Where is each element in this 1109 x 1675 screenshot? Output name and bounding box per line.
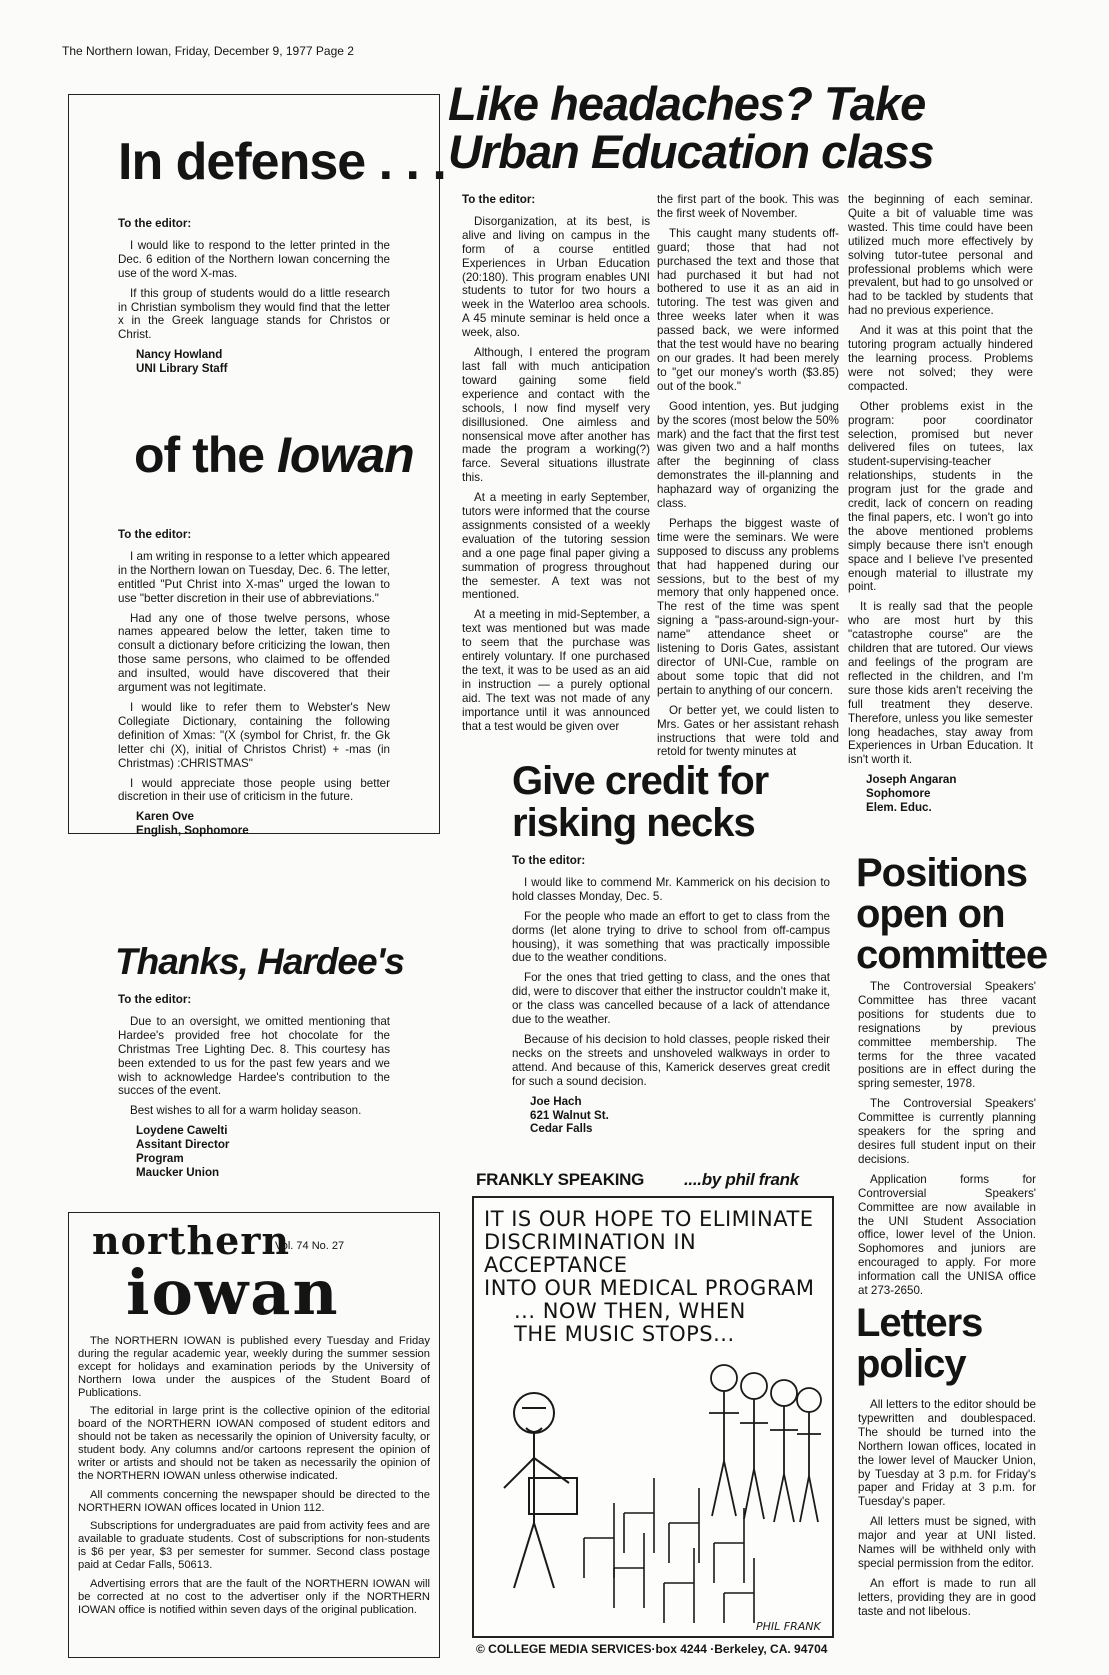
- headaches-column-1: [462, 193, 650, 740]
- signature-title: Sophomore: [866, 787, 931, 801]
- credit-signature: [530, 1095, 830, 1137]
- headaches-paragraph: the beginning of each seminar. Quite a bit of valuable time was wasted. This time could have been utilized much more effectively by solving tutor-tutee personal and professional problems which were prevalent, but had to go unsolved or had to be tackled by students that had no previous experience.: [848, 193, 1033, 318]
- hardees-headline: Thanks, Hardee's: [115, 941, 404, 982]
- positions-article: [858, 980, 1036, 1304]
- hardees-salutation: To the editor:: [118, 993, 192, 1006]
- cartoon-drawing: [474, 1338, 832, 1638]
- headline-plain: of the: [134, 427, 277, 483]
- credit-paragraph: Because of his decision to hold classes, people risked their necks on the streets and unshoveled walkways in order to attend. And because of this, Kamerick deserves great credit for such a sound decision.: [512, 1032, 830, 1088]
- defense-paragraph: If this group of students would do a little research in Christian symbolism they would find that the letter x in the Greek language stands for Christos or Christ.: [118, 286, 390, 342]
- signature-title: 621 Walnut St.: [530, 1108, 609, 1122]
- credit-paragraph: For the people who made an effort to get to class from the dorms (let alone trying to drive to school from off-campus housing), it was something that was practically impossible due to the weather conditions.: [512, 909, 830, 965]
- of-iowan-paragraph: I would appreciate those people using better discretion in their use of criticism in the future.: [118, 776, 390, 804]
- masthead-statement: [78, 1335, 430, 1623]
- letters-policy-paragraph: An effort is made to run all letters, providing they are in good taste and not libelous.: [858, 1576, 1036, 1618]
- defense-signature: [136, 348, 390, 376]
- of-iowan-letter: [118, 528, 390, 838]
- headaches-paragraph: the first part of the book. This was the first week of November.: [657, 193, 839, 220]
- masthead-paragraph: Subscriptions for undergraduates are paid from activity fees and are available to graduate students. Cost of subscriptions for non-students is $6 per year, $3 per semester for summer. Second class postage paid at Cedar Falls, 50613.: [78, 1520, 430, 1571]
- cartoon-caption: [484, 1208, 824, 1347]
- letters-policy-article: [858, 1398, 1036, 1625]
- headaches-paragraph: Or better yet, we could listen to Mrs. Gates or her assistant rehash instructions that were told and retold for twenty minutes at: [657, 703, 839, 759]
- signature-name: Loydene Cawelti: [136, 1124, 228, 1138]
- signature-title: Program: [136, 1152, 184, 1166]
- of-iowan-paragraph: Had any one of those twelve persons, whose names appeared below the letter, taken time to consult a dictionary before criticizing the Iowan, then those same persons, who claimed to be offended and insulted, would have discovered that their argument was not legitimate.: [118, 611, 390, 695]
- credit-letter: [512, 854, 830, 1136]
- cartoon-signature: PHIL FRANK: [756, 1620, 821, 1633]
- running-head: The Northern Iowan, Friday, December 9, 1977 Page 2: [62, 44, 354, 58]
- signature-title: Cedar Falls: [530, 1122, 593, 1136]
- defense-headline: In defense . . .: [118, 133, 446, 191]
- headaches-paragraph: Good intention, yes. But judging by the scores (most below the 50% mark) and the fact that the first test was given two and a half months after the beginning of class demonstrates the ill-planning and haphazard way of organizing the class.: [657, 399, 839, 511]
- defense-letter: [118, 217, 390, 376]
- hardees-paragraph: Best wishes to all for a warm holiday season.: [130, 1104, 362, 1118]
- signature-name: Joe Hach: [530, 1094, 582, 1108]
- students-group: [709, 1365, 821, 1522]
- signature-name: Joseph Angaran: [866, 773, 957, 787]
- masthead-paragraph: All comments concerning the newspaper should be directed to the NORTHERN IOWAN offices located in Union 112.: [78, 1488, 430, 1514]
- signature-title: English, Sophomore: [136, 824, 249, 838]
- headaches-paragraph: Disorganization, at its best, is alive and living on campus in the form of a course entitled Experiences in Urban Education (20:180). This program enables UNI students to tutor for two hours a week in the Waterloo area schools. A 45 minute seminar is held once a week, also.: [462, 214, 650, 340]
- letters-policy-paragraph: All letters to the editor should be typewritten and doublespaced. The should be turned into the Northern Iowan offices, located in the lower level of Maucker Union, by Tuesday at 3 p.m. for Friday's paper and Friday at 3 p.m. for Tuesday's paper.: [858, 1398, 1036, 1509]
- signature-title: Elem. Educ.: [866, 801, 932, 815]
- masthead-paragraph: The NORTHERN IOWAN is published every Tuesday and Friday during the regular academic year, weekly during the summer session except for holidays and examination periods by the University of Northern Iowa under the auspices of the Student Board of Publications.: [78, 1335, 430, 1399]
- masthead-northern: northern: [92, 1218, 290, 1263]
- headaches-paragraph: Perhaps the biggest waste of time were the seminars. We were supposed to discuss any problems that had happened during our sessions, but to the best of my memory that only happened once. The rest of the time was spent signing a "pass-around-sign-your-name" attendance sheet or listening to Doris Gates, assistant director of UNI-Cue, ramble on about some topic that did not pertain to anything of our concern.: [657, 516, 839, 697]
- of-iowan-headline: [134, 427, 414, 483]
- headaches-paragraph: At a meeting in early September, tutors were informed that the course assignments consisted of a weekly evaluation of the tutoring session and a one page final paper giving a summation of progress throughout the semester. A text was not mentioned.: [462, 491, 650, 602]
- masthead-paragraph: Advertising errors that are the fault of the NORTHERN IOWAN will be corrected at no cost to the advertiser only if the NORTHERN IOWAN office is notified within seven days of the original publication.: [78, 1577, 430, 1616]
- headaches-headline: Like headaches? Take Urban Education class: [448, 77, 934, 178]
- headaches-column-3: [848, 193, 1033, 815]
- cartoon-byline: ....by phil frank: [684, 1170, 799, 1189]
- of-iowan-salutation: To the editor:: [118, 528, 192, 541]
- headaches-paragraph: It is really sad that the people who are most hurt by this "catastrophe course" are the children that are tutored. Our views and feelings of the program are reflected in the children, and I'm sure those kids aren't receiving the full treatment they deserve. Therefore, unless you like semester long headaches, stay away from Experiences in Urban Education. It isn't worth it.: [848, 600, 1033, 767]
- hardees-paragraph: Due to an oversight, we omitted mentioning that Hardee's provided free hot chocolate for the Christmas Tree Lighting Dec. 8. This courtesy has been extended to us for the past few years and we wish to acknowledge Hardee's contribution to the succes of the event.: [118, 1014, 390, 1098]
- headaches-signature: [866, 773, 1033, 815]
- chairs-circle: [584, 1478, 754, 1623]
- masthead-paragraph: The editorial in large print is the collective opinion of the editorial board of the NORTHERN IOWAN composed of student editors and should not be taken as necessarily the opinion of University faculty, or student body. Any columns and/or cartoons represent the opinion of writer or artists and should not be taken as necessarily the opinion of the NORTHERN IOWAN unless otherwise indicated.: [78, 1405, 430, 1482]
- cartoon-credit: © COLLEGE MEDIA SERVICES·box 4244 ·Berkeley, CA. 94704: [476, 1642, 828, 1656]
- cartoon-title: FRANKLY SPEAKING: [476, 1170, 645, 1189]
- headline-italic: Iowan: [276, 427, 414, 483]
- credit-paragraph: I would like to commend Mr. Kammerick on his decision to hold classes Monday, Dec. 5.: [512, 875, 830, 903]
- headaches-column-2: [657, 193, 839, 765]
- signature-name: Nancy Howland: [136, 348, 223, 362]
- letters-policy-paragraph: All letters must be signed, with major and year at UNI listed. Names will be withheld only with special permission from the editor.: [858, 1515, 1036, 1570]
- defense-paragraph: I would like to respond to the letter printed in the Dec. 6 edition of the Northern Iowan concerning the use of the word X-mas.: [118, 238, 390, 280]
- hardees-signature: [136, 1124, 390, 1180]
- letters-policy-headline: Letters policy: [856, 1301, 983, 1386]
- of-iowan-signature: [136, 810, 390, 838]
- professor-figure: [504, 1393, 577, 1588]
- headaches-salutation: To the editor:: [462, 193, 536, 206]
- signature-title: Maucker Union: [136, 1165, 220, 1179]
- masthead-volume: Vol. 74 No. 27: [275, 1240, 345, 1252]
- headaches-paragraph: Although, I entered the program last fall with much anticipation toward gaining some field experience and contact with the schools, I now find myself very disillusioned. One aimless and nonsensical move after another has made the program a working(?) farce. Several situations illustrate this.: [462, 346, 650, 485]
- credit-paragraph: For the ones that tried getting to class, and the ones that did, were to discover that either the instructor couldn't make it, or the class was cancelled because of a lack of attendance due to the weather.: [512, 971, 830, 1027]
- positions-paragraph: The Controversial Speakers' Committee is currently planning speakers for the spring and desires full student input on their decisions.: [858, 1097, 1036, 1166]
- positions-headline: Positions open on committee: [856, 851, 1048, 977]
- headaches-paragraph: This caught many students off-guard; those that had not purchased the text and those that had purchased it but had not bothered to use it as an aid in tutoring. The test was given and three weeks later when it was passed back, we were informed that the test would have no bearing on our grades. It had been merely to "get our money's worth ($3.85) out of the book.": [657, 226, 839, 393]
- of-iowan-paragraph: I would like to refer them to Webster's New Collegiate Dictionary, containing the following definition of Xmas: "(X (symbol for Christ, fr. the Gk letter chi (X), initial of Christos Christ) + -mas (in Christmas) :CHRISTMAS": [118, 700, 390, 770]
- cartoon-panel: [472, 1196, 834, 1638]
- signature-title: Assitant Director: [136, 1138, 230, 1152]
- positions-paragraph: Application forms for Controversial Speakers' Committee are now available in the UNI Student Association office, lower level of the Union. Sophomores and juniors are encouraged to apply. For more information call the UNISA office at 273-2650.: [858, 1172, 1036, 1298]
- caption-line: THE MUSIC STOPS...: [514, 1322, 735, 1347]
- masthead-iowan: iowan: [126, 1256, 340, 1329]
- headaches-paragraph: Other problems exist in the program: poor coordinator selection, promised but never delivered files on tutees, lax student-supervising-teacher relationships, students in the program just for the grade and credit, lack of concern on reading the final papers, etc. I won't go into the above mentioned problems simply because there isn't enough space and I believe I've presented enough material to illustrate my point.: [848, 399, 1033, 594]
- signature-name: Karen Ove: [136, 810, 194, 824]
- hardees-letter: [118, 993, 390, 1180]
- caption-line: IT IS OUR HOPE TO ELIMINATE: [484, 1207, 814, 1231]
- headaches-paragraph: At a meeting in mid-September, a text was mentioned but was made to seem that the purchase was entirely voluntary. If one purchased the text, it was to be used as an aid in instruction — a purely optional aid. The text was not made of any importance until it was announced that a test would be given over: [462, 608, 650, 733]
- credit-salutation: To the editor:: [512, 854, 586, 867]
- positions-paragraph: The Controversial Speakers' Committee has three vacant positions for students due to resignations by previous committee membership. The terms for the three vacated positions are in effect during the spring semester, 1978.: [858, 980, 1036, 1091]
- caption-line: DISCRIMINATION IN ACCEPTANCE: [484, 1230, 697, 1278]
- caption-line: INTO OUR MEDICAL PROGRAM: [484, 1276, 815, 1301]
- caption-line: ... NOW THEN, WHEN: [514, 1299, 746, 1324]
- headaches-paragraph: And it was at this point that the tutoring program actually hindered the learning process. Problems were not solved; they were compacted.: [848, 324, 1033, 393]
- of-iowan-paragraph: I am writing in response to a letter which appeared in the Northern Iowan on Tuesday, Dec. 6. The letter, entitled "Put Christ into X-mas" urged the Iowan to use "better discretion in their use of abbreviations.": [118, 549, 390, 605]
- signature-title: UNI Library Staff: [136, 362, 228, 376]
- credit-headline: Give credit for risking necks: [512, 759, 769, 845]
- defense-salutation: To the editor:: [118, 217, 192, 230]
